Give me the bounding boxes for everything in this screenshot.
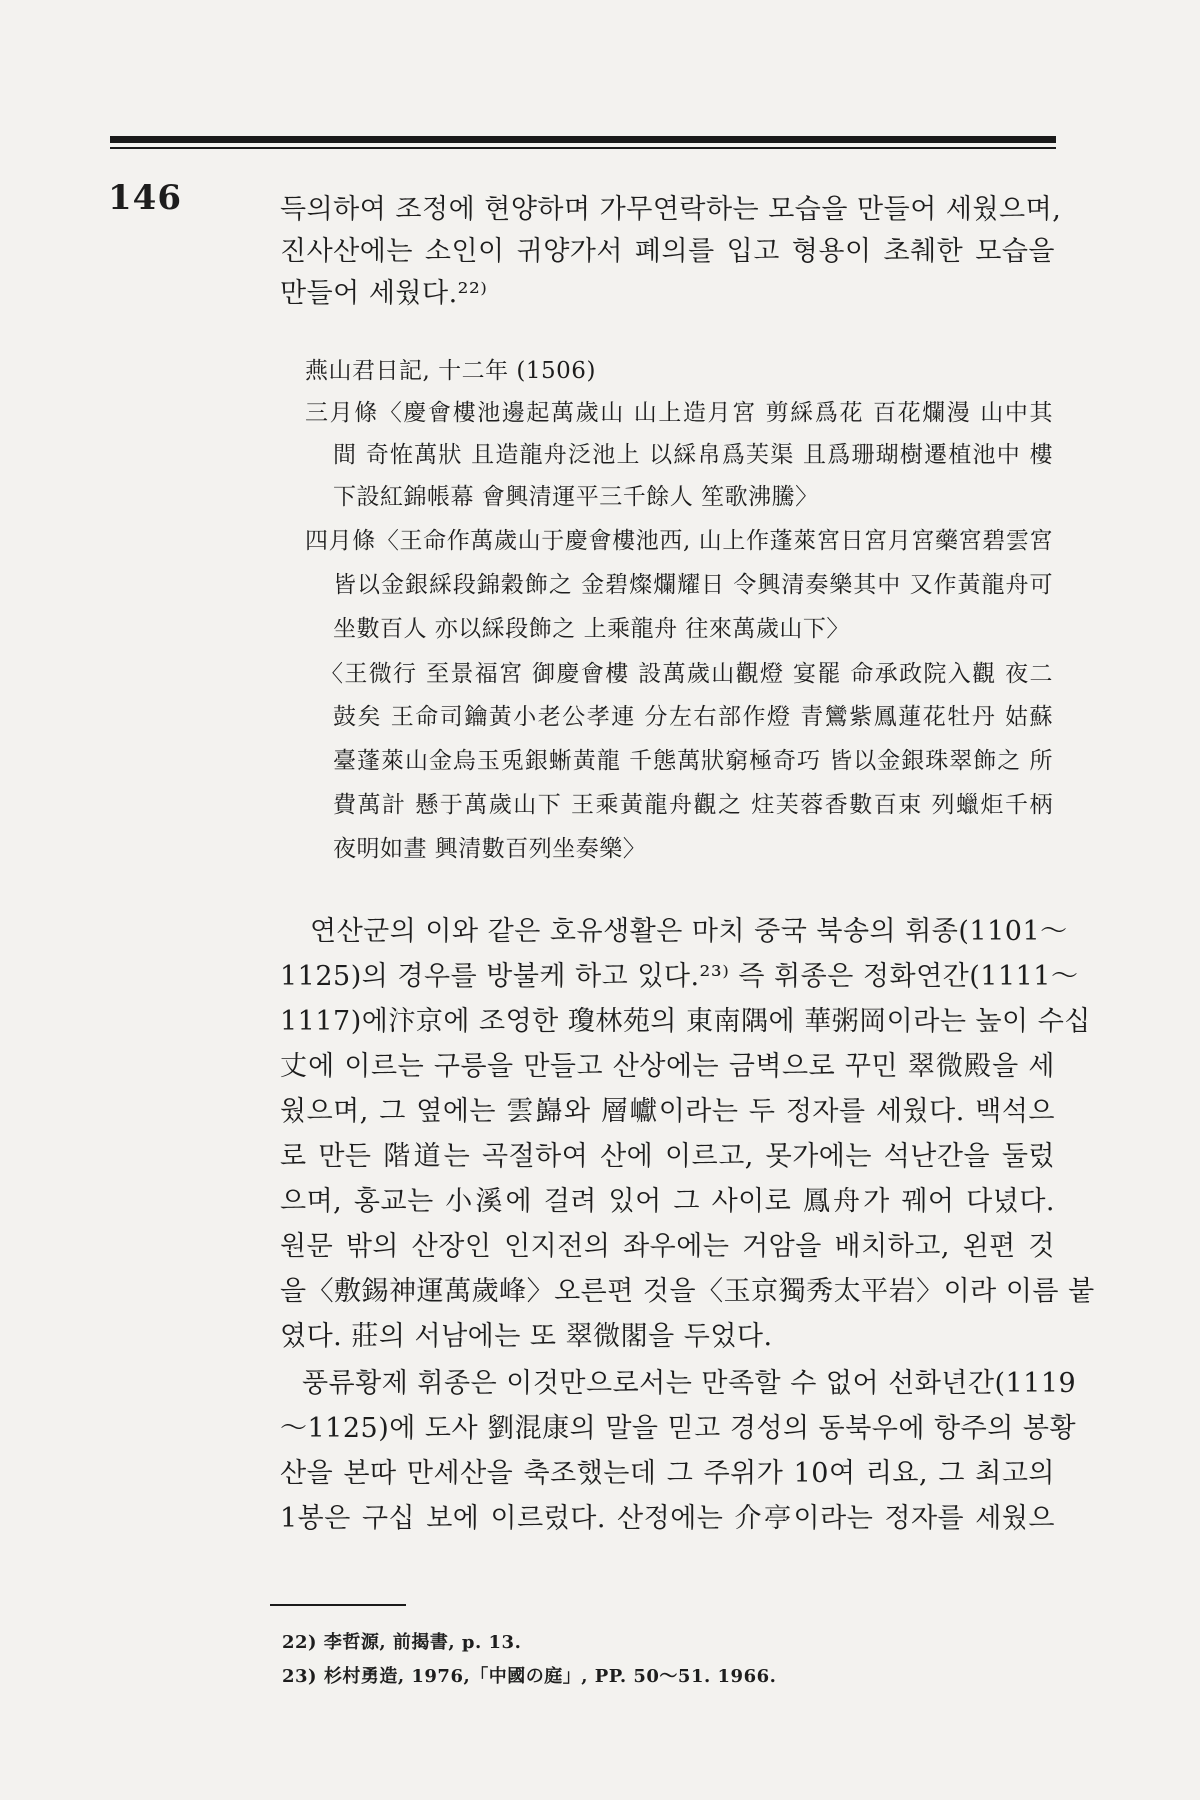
footnote-22: 22) 李哲源, 前揭書, p. 13. (282, 1632, 522, 1653)
page-number: 146 (108, 178, 182, 218)
quote-line: 下設紅錦帳幕 會興清運平三千餘人 笙歌沸騰〉 (333, 484, 819, 510)
text-line: 을〈敷錫神運萬歲峰〉오른편 것을〈玉京獨秀太平岩〉이라 이름 붙 (280, 1276, 1095, 1307)
text-line: 1봉은 구십 보에 이르렀다. 산정에는 介亭이라는 정자를 세웠으 (280, 1503, 1055, 1534)
text-line: 1125)의 경우를 방불케 하고 있다.²³⁾ 즉 휘종은 정화연간(1111～ (280, 961, 1079, 992)
text-line: 득의하여 조정에 현양하며 가무연락하는 모습을 만들어 세웠으며, (280, 194, 1062, 225)
text-line: 로 만든 階道는 곡절하여 산에 이르고, 못가에는 석난간을 둘렀 (280, 1141, 1055, 1172)
text-line: 원문 밖의 산장인 인지전의 좌우에는 거암을 배치하고, 왼편 것 (280, 1231, 1055, 1262)
text-line: 1117)에汴京에 조영한 瓊林苑의 東南隅에 華粥岡이라는 높이 수십 (280, 1006, 1091, 1037)
quote-line: 間 奇恠萬狀 且造龍舟泛池上 以綵帛爲芙渠 且爲珊瑚樹遷植池中 樓 (333, 442, 1053, 468)
footnote-divider (270, 1604, 406, 1606)
quote-line: 坐數百人 亦以綵段飾之 上乘龍舟 往來萬歲山下〉 (333, 616, 850, 642)
text-line: 만들어 세웠다.²²⁾ (280, 278, 488, 309)
quote-line: 四月條〈王命作萬歲山于慶會樓池西, 山上作蓬萊宮日宮月宮藥宮碧雲宮 (305, 528, 1053, 554)
quote-line: 臺蓬萊山金烏玉兎銀蜥黃龍 千態萬狀窮極奇巧 皆以金銀珠翠飾之 所 (333, 748, 1053, 774)
text-line: 웠으며, 그 옆에는 雲巋와 層巘이라는 두 정자를 세웠다. 백석으 (280, 1096, 1055, 1127)
text-line: 산을 본따 만세산을 축조했는데 그 주위가 10여 리요, 그 최고의 (280, 1458, 1055, 1489)
text-line: 진사산에는 소인이 귀양가서 폐의를 입고 형용이 초췌한 모습을 (280, 236, 1055, 267)
quote-source: 燕山君日記, 十二年 (1506) (305, 358, 596, 384)
text-line: ～1125)에 도사 劉混康의 말을 믿고 경성의 동북우에 항주의 봉황 (280, 1413, 1077, 1444)
header-rule-thin (110, 147, 1056, 149)
footnote-23: 23) 杉村勇造, 1976,「中國の庭」, PP. 50～51. 1966. (282, 1666, 777, 1687)
quote-line: 鼓矣 王命司鑰黃小老公孝連 分左右部作燈 青鸞紫鳳蓮花牡丹 姑蘇 (333, 704, 1053, 730)
quote-line: 夜明如晝 興清數百列坐奏樂〉 (333, 836, 647, 862)
text-line: 으며, 홍교는 小溪에 걸려 있어 그 사이로 鳳舟가 꿰어 다녔다. (280, 1186, 1055, 1217)
quote-line: 皆以金銀綵段錦穀飾之 金碧燦爛耀日 令興清奏樂其中 又作黃龍舟可 (333, 572, 1053, 598)
header-rule-thick (110, 136, 1056, 143)
quote-line: 〈王微行 至景福宮 御慶會樓 設萬歲山觀燈 宴罷 命承政院入觀 夜二 (320, 661, 1053, 687)
quote-line: 三月條〈慶會樓池邊起萬歲山 山上造月宮 剪綵爲花 百花爛漫 山中其 (305, 400, 1053, 426)
text-line: 연산군의 이와 같은 호유생활은 마치 중국 북송의 휘종(1101～ (310, 916, 1068, 947)
text-line: 丈에 이르는 구릉을 만들고 산상에는 금벽으로 꾸민 翠微殿을 세 (280, 1051, 1055, 1082)
text-line: 풍류황제 휘종은 이것만으로서는 만족할 수 없어 선화년간(1119 (302, 1368, 1077, 1399)
quote-line: 費萬計 懸于萬歲山下 王乘黃龍舟觀之 炷芙蓉香數百束 列蠟炬千柄 (333, 792, 1053, 818)
text-line: 였다. 莊의 서남에는 또 翠微閣을 두었다. (280, 1321, 773, 1352)
